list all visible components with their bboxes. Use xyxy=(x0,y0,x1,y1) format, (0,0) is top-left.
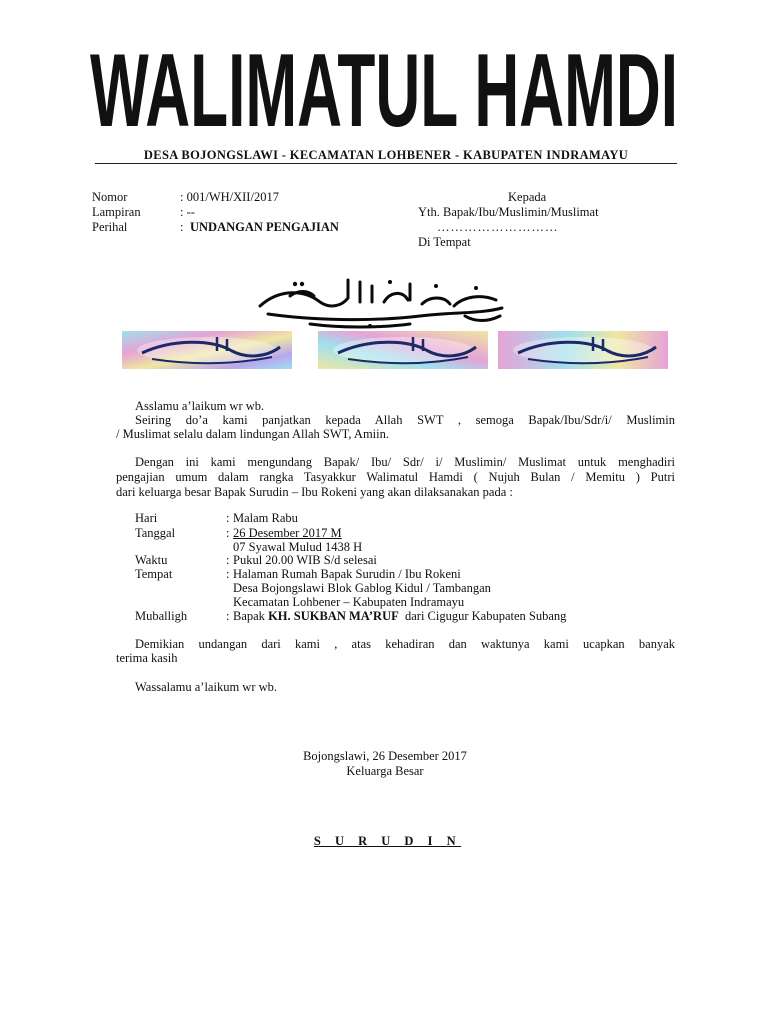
tempat-line-2: Desa Bojongslawi Blok Gablog Kidul / Tambangan xyxy=(233,581,491,595)
recipient-place: Di Tempat xyxy=(418,235,471,249)
paragraph-1-line-1: Seiring do’a kami panjatkan kepada Allah SWT , semoga Bapak/Ibu/Sdr/i/ Muslimin xyxy=(135,413,675,427)
address-subtitle: DESA BOJONGSLAWI - KECAMATAN LOHBENER - KABUPATEN INDRAMAYU xyxy=(143,148,629,162)
nomor-value: : 001/WH/XII/2017 xyxy=(180,190,279,204)
bismillah-calligraphy xyxy=(250,276,512,331)
waktu-colon: : xyxy=(226,553,230,567)
paragraph-2-line-3: dari keluarga besar Bapak Surudin – Ibu Rokeni yang akan dilaksanakan pada : xyxy=(116,485,513,499)
hari-value: Malam Rabu xyxy=(233,511,298,525)
kepada-label: Kepada xyxy=(508,190,547,204)
signatory-name: S U R U D I N xyxy=(313,834,462,848)
sender-label: Keluarga Besar xyxy=(346,764,424,778)
tanggal-label: Tanggal xyxy=(135,526,176,540)
muballigh-name: KH. SUKBAN MA’RUF xyxy=(268,609,399,623)
tempat-line-3: Kecamatan Lohbener – Kabupaten Indramayu xyxy=(233,595,465,609)
closing-salam: Wassalamu a’laikum wr wb. xyxy=(135,680,278,694)
calligraphy-tile-right xyxy=(498,331,668,369)
muballigh-label: Muballigh xyxy=(135,609,188,623)
perihal-colon: : xyxy=(180,220,184,234)
muballigh-prefix: Bapak xyxy=(233,609,265,623)
recipient-dots: ……………………… xyxy=(437,220,559,234)
muballigh-suffix: dari Cigugur Kabupaten Subang xyxy=(404,609,567,623)
calligraphy-tile-left xyxy=(122,331,292,369)
closing-line-2: terima kasih xyxy=(116,651,178,665)
tanggal-value: 26 Desember 2017 M xyxy=(233,526,342,540)
place-date: Bojongslawi, 26 Desember 2017 xyxy=(303,749,467,763)
tempat-line-1: Halaman Rumah Bapak Surudin / Ibu Rokeni xyxy=(233,567,461,581)
tanggal-colon: : xyxy=(226,526,230,540)
perihal-value: UNDANGAN PENGAJIAN xyxy=(190,220,339,234)
closing-line-1: Demikian undangan dari kami , atas kehadiran dan waktunya kami ucapkan banyak xyxy=(135,637,675,651)
lampiran-label: Lampiran xyxy=(92,205,141,219)
opening-salam: Asslamu a’laikum wr wb. xyxy=(135,399,265,413)
tanggal-hijri: 07 Syawal Mulud 1438 H xyxy=(233,540,363,554)
hari-label: Hari xyxy=(135,511,158,525)
tempat-label: Tempat xyxy=(135,567,173,581)
muballigh-value xyxy=(233,609,566,624)
tempat-colon: : xyxy=(226,567,230,581)
recipient-line: Yth. Bapak/Ibu/Muslimin/Muslimat xyxy=(418,205,599,219)
waktu-value: Pukul 20.00 WIB S/d selesai xyxy=(233,553,377,567)
perihal-label: Perihal xyxy=(92,220,128,234)
title-text: WALIMATUL HAMDI xyxy=(90,33,678,146)
invitation-title xyxy=(88,22,680,146)
lampiran-value: : -- xyxy=(180,205,195,219)
title-divider xyxy=(95,163,677,164)
muballigh-colon: : xyxy=(226,609,230,623)
paragraph-1-line-2: / Muslimat selalu dalam lindungan Allah SWT, Amiin. xyxy=(116,427,390,441)
paragraph-2-line-1: Dengan ini kami mengundang Bapak/ Ibu/ Sdr/ i/ Muslimin/ Muslimat untuk menghadiri xyxy=(135,455,675,469)
calligraphy-tile-center xyxy=(318,331,488,369)
waktu-label: Waktu xyxy=(135,553,168,567)
paragraph-2-line-2: pengajian umum dalam rangka Tasyakkur Walimatul Hamdi ( Nujuh Bulan / Memitu ) Putri xyxy=(116,470,675,484)
nomor-label: Nomor xyxy=(92,190,128,204)
hari-colon: : xyxy=(226,511,230,525)
